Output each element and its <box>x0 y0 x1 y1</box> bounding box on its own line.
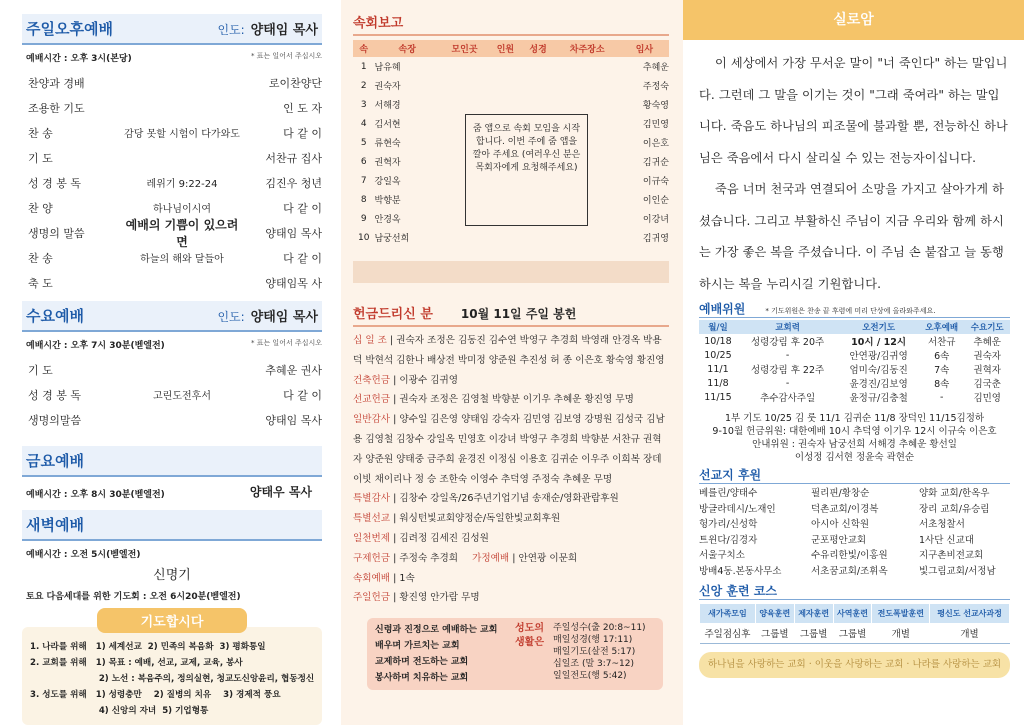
attendance-cell: 남유혜 <box>374 63 401 73</box>
offering-line <box>353 489 669 509</box>
duty-cell: 7속 <box>934 365 950 376</box>
attendance-cell: 4 <box>360 118 367 129</box>
attendance-cell: 1 <box>360 61 367 72</box>
sermon-paragraph-2: 죽음 너머 천국과 연결되어 소망을 가지고 살아가게 하셨습니다. 그리고 부활하신 주님이 지금 우리와 함께 하시는 가장 좋은 복을 주셨습니다. 이 주님 손 붙잡고 늘 동행하시는 복을 누리시길 기원합니다. <box>699 182 1005 291</box>
attendance-cell <box>522 228 555 247</box>
order-detail: 하나님이시여 <box>153 204 211 215</box>
duty-row <box>699 348 1010 362</box>
attendance-cell: 안경옥 <box>374 215 401 225</box>
duty-cell: 안연광/김귀영 <box>849 351 908 362</box>
offering-label: 구제헌금 <box>353 552 391 564</box>
training-header: 사역훈련 <box>833 603 872 623</box>
prayer-lines <box>30 639 314 719</box>
attendance-cell <box>440 95 489 114</box>
offering-label: 특별감사 <box>353 493 391 505</box>
duty-table <box>699 320 1010 404</box>
attendance-cell: 9 <box>360 213 367 224</box>
mission-item: 1사단 신교대 <box>919 534 974 546</box>
mission-item: 서초꿈교회/조휘옥 <box>811 565 888 577</box>
offering-names: | 양수일 김은영 양태임 강숙자 김민영 김보영 강명원 김성국 김남용 김영철 김창수 강일옥 민영호 이강녀 박영구 추경희 박향분 서찬규 권혁자 양준원 양태중 금주희 윤경진 이정심 이용호 김귀순 이우주 이희복 장데이빗 채이리나 정 승 조한숙 이영수 추덕영 주정숙 추혜운 무명 <box>353 414 665 485</box>
attendance-cell <box>554 228 619 247</box>
attendance-cell: 이규숙 <box>642 177 669 187</box>
duty-row <box>699 390 1010 404</box>
order-person: 양태임 목사 <box>265 413 322 427</box>
duty-cell: 권혁자 <box>973 365 1001 376</box>
attendance-row <box>353 228 669 247</box>
mission-item: 장리 교회/유승림 <box>919 503 990 515</box>
duty-header: 월/일 <box>699 320 737 334</box>
order-person: 김진우 청년 <box>265 176 322 190</box>
order-item: 기 도 <box>28 151 53 165</box>
training-table <box>699 603 1010 644</box>
duty-note: * 기도위원은 찬송 끝 후렴에 미리 단상에 올라와주세요. <box>765 307 936 315</box>
attendance-cell: 강일옥 <box>374 177 401 187</box>
sunday-pm-meta: 예배시간 : 오후 3시(본당) * 표는 일어서 주십시오 <box>26 52 322 64</box>
duty-title: 예배위원 <box>699 302 746 316</box>
attendance-row <box>353 95 669 114</box>
order-person: 서찬규 집사 <box>265 151 322 165</box>
order-row <box>22 70 322 95</box>
mission-item: 덕촌교회/이경복 <box>811 503 879 515</box>
training-header: 양육훈련 <box>755 603 794 623</box>
offering-list <box>353 331 669 608</box>
attendance-cell <box>554 76 619 95</box>
order-item: 성 경 봉 독 <box>28 176 81 190</box>
motto-item: 봉사하며 치유하는 교회 <box>375 673 469 684</box>
duty-cell: 김민영 <box>973 393 1001 404</box>
offering-header <box>353 303 669 327</box>
offering-label: 십 일 조 <box>353 335 387 346</box>
dawn-leader: 신명기 <box>153 568 191 583</box>
mission-item: 서초청찰서 <box>919 519 965 531</box>
attendance-cell: 5 <box>360 137 367 148</box>
attendance-cell: 김귀순 <box>642 158 669 168</box>
training-cell: 그룹별 <box>794 623 833 643</box>
prayer-box <box>22 627 322 725</box>
attendance-cell: 6 <box>360 156 367 167</box>
attendance-cell: 이은호 <box>642 139 669 149</box>
sunday-pm-leader: 인도: 양태임 목사 <box>217 23 318 38</box>
order-item: 찬 송 <box>28 251 53 265</box>
duty-cell: 성령강림 후 20주 <box>751 337 825 348</box>
course-item: 매일성경(행 17:11) <box>553 635 633 646</box>
order-row <box>22 382 322 407</box>
sunday-pm-header <box>22 14 322 45</box>
offering-label: 속회예배 <box>353 572 391 584</box>
duty-cell: - <box>785 349 790 361</box>
mission-item: 지구촌비전교회 <box>919 550 984 562</box>
attendance-header: 속 <box>353 40 375 57</box>
attendance-cell <box>489 76 522 95</box>
mission-item: 방글라데시/노재인 <box>699 503 776 515</box>
prayer-line: 1. 나라를 위해 1) 세계선교 2) 민족의 복음화 3) 평화통일 <box>30 642 266 652</box>
attendance-cell: 류현숙 <box>374 139 401 149</box>
offering-line <box>353 549 669 569</box>
order-person: 다 같 이 <box>283 251 322 265</box>
duty-header: 수요기도 <box>964 320 1010 334</box>
order-person: 다 같 이 <box>283 388 322 402</box>
course-item: 주일성수(출 20:8~11) <box>553 623 646 634</box>
attendance-header: 속장 <box>375 40 440 57</box>
duty-cell: 10/18 <box>704 335 732 347</box>
course-item: 일일전도(행 5:42) <box>553 671 627 682</box>
duty-row <box>699 376 1010 390</box>
order-row <box>22 217 322 249</box>
order-item: 축 도 <box>28 276 53 290</box>
duty-cell: 11/1 <box>707 363 729 375</box>
order-row <box>22 407 322 432</box>
attendance-cell: 김서현 <box>374 120 401 130</box>
offering-names: | 이광수 김귀영 <box>390 374 459 386</box>
duty-cell: 윤경진/김보영 <box>849 379 908 390</box>
dawn-meta: 예배시간 : 오전 5시(벧엘전) <box>26 550 141 560</box>
training-header: 평신도 선교사과정 <box>930 603 1010 623</box>
church-motto-footer: 하나님을 사랑하는 교회 · 이웃을 사랑하는 교회 · 나라를 사랑하는 교회 <box>699 652 1010 678</box>
course-label: 성도의 생활은 <box>515 623 544 649</box>
offering-label: 일반감사 <box>353 414 391 426</box>
duty-cell: 8속 <box>934 379 950 390</box>
duty-row <box>699 362 1010 376</box>
order-row <box>22 357 322 382</box>
attendance-cell: 이강녀 <box>642 215 669 225</box>
prayer-title: 기도합시다 <box>97 608 247 633</box>
offering-label: 특별선교 <box>353 513 391 525</box>
attendance-cell <box>522 76 555 95</box>
attendance-cell <box>489 57 522 76</box>
mission-item: 수유리한빛/이홍원 <box>811 550 888 562</box>
attendance-cell: 박향분 <box>374 196 401 206</box>
course-item: 십일조 (말 3:7~12) <box>553 659 634 670</box>
offering-line <box>353 371 669 391</box>
order-item: 찬 양 <box>28 201 53 215</box>
order-row <box>22 145 322 170</box>
attendance-cell: 황숙영 <box>642 101 669 111</box>
prayer-line: 2. 교회를 위해 1) 목표 : 예배, 선교, 교제, 교육, 봉사 <box>30 658 243 668</box>
duty-cell: 윤정규/김충철 <box>849 393 908 404</box>
training-cell: 개별 <box>872 623 930 643</box>
offering-title: 헌금드리신 분 <box>353 307 433 322</box>
attendance-header: 성경 <box>522 40 555 57</box>
order-row <box>22 120 322 145</box>
duty-cell: 권숙자 <box>973 351 1001 362</box>
offering-names: | 황진영 안가람 무명 <box>390 592 480 604</box>
course-list <box>553 622 655 686</box>
attendance-cell: 권혁자 <box>374 158 401 168</box>
mission-item: 양화 교회/한옥우 <box>919 488 990 499</box>
friday-meta: 예배시간 : 오후 8시 30분(벧엘전) 양태우 목사 <box>26 485 312 500</box>
home-names: | 안연광 이문희 <box>509 552 578 564</box>
motto-box <box>367 618 663 690</box>
offering-date: 10월 11일 주일 봉헌 <box>460 307 577 321</box>
attendance-cell <box>554 95 619 114</box>
training-cell: 개별 <box>930 623 1010 643</box>
attendance-cell: 주정숙 <box>642 82 669 92</box>
home-label: 가정예배 <box>472 552 510 564</box>
attendance-cell: 2 <box>360 80 367 91</box>
friday-leader: 양태우 목사 <box>249 485 312 499</box>
attendance-cell <box>440 57 489 76</box>
mission-item: 서울구치소 <box>699 550 745 562</box>
order-row <box>22 170 322 195</box>
sermon-body <box>699 48 1010 300</box>
offering-line <box>353 410 669 489</box>
offering-label: 주일헌금 <box>353 592 391 604</box>
mission-item: 트윈다/김경자 <box>699 534 758 546</box>
order-person: 다 같 이 <box>283 126 322 140</box>
wednesday-leader: 인도: 양태임 목사 <box>217 310 318 325</box>
prayer-line: 2) 노선 : 복음주의, 정의실현, 청교도신앙윤리, 협동정신 <box>30 674 315 684</box>
mission-item: 방배4동.본동사무소 <box>699 565 782 577</box>
duty-cell: 10/25 <box>704 349 732 361</box>
duty-cell: 추혜운 <box>973 337 1001 348</box>
order-item: 찬양과 경배 <box>28 76 85 90</box>
attendance-cell: 김민영 <box>642 120 669 130</box>
order-person: 추혜운 권사 <box>265 363 322 377</box>
prayer-line: 4) 신앙의 자녀 5) 기업형통 <box>30 706 209 716</box>
order-person: 로이찬양단 <box>268 76 322 90</box>
order-item: 조용한 기도 <box>28 101 85 115</box>
training-cell: 주일점심후 <box>700 623 756 643</box>
saturday-prayer: 토요 다음세대를 위한 기도회 : 오전 6시20분(벧엘전) <box>26 592 241 602</box>
attendance-cell <box>522 95 555 114</box>
duty-cell: 김국춘 <box>973 379 1001 390</box>
attendance-row <box>353 57 669 76</box>
offering-names: | 주정숙 추경희 <box>390 552 459 564</box>
duty-cell: 성령강림 후 22주 <box>751 365 825 376</box>
prayer-line: 3. 성도를 위해 1) 성령충만 2) 질병의 치유 3) 경제적 풍요 <box>30 690 281 700</box>
mission-item: 베를린/양태수 <box>699 488 758 499</box>
order-detail: 감당 못할 시험이 다가와도 <box>124 129 240 140</box>
order-person: 인 도 자 <box>283 101 322 115</box>
duty-header: 교회력 <box>737 320 838 334</box>
duty-cell: 추수감사주일 <box>760 393 816 404</box>
attendance-cell: 10 <box>358 232 370 243</box>
zoom-notice: 줌 앱으로 속회 모임을 시작합니다. 이번 주에 줌 앱을 깔아 주세요 (여러우신 분은 목회자에게 요청해주세요) <box>465 114 588 226</box>
attendance-header: 모인곳 <box>440 40 489 57</box>
attendance-cell: 김귀영 <box>642 234 669 244</box>
order-detail: 고린도전후서 <box>153 391 211 402</box>
mission-item: 군포평안교회 <box>811 534 867 546</box>
training-title: 신앙 훈련 코스 <box>699 582 1010 600</box>
offering-names: | 권숙자 조정은 김동진 김수연 박영구 추경희 박영래 안경옥 박용덕 박현석 김한나 배상전 박미정 양준원 추진성 허 종 이은호 황숙영 황진영 <box>353 335 665 366</box>
duty-cell: - <box>939 391 944 403</box>
sermon-title: 실로암 <box>683 0 1024 40</box>
duty-cell: 10시 / 12시 <box>851 337 907 348</box>
attendance-cell <box>440 76 489 95</box>
mission-item: 아시아 신학원 <box>811 519 870 531</box>
course-item: 매일기도(살전 5:17) <box>553 647 636 658</box>
attendance-header: 인원 <box>489 40 522 57</box>
order-person: 양태임 목사 <box>265 226 322 240</box>
training-cell: 그룹별 <box>833 623 872 643</box>
duty-cell: 6속 <box>934 351 950 362</box>
motto-item: 신령과 진정으로 예배하는 교회 <box>375 625 498 636</box>
order-detail: 예배의 기쁨이 있으려면 <box>125 217 239 249</box>
training-header: 제자훈련 <box>794 603 833 623</box>
attendance-cell: 서해경 <box>374 101 401 111</box>
attendance-spacer <box>353 261 669 283</box>
attendance-title: 속회보고 <box>353 12 669 36</box>
offering-label: 일천번제 <box>353 532 391 544</box>
missions-title: 선교지 후원 <box>699 466 1010 484</box>
training-header: 전도폭발훈련 <box>872 603 930 623</box>
offering-names: | 1속 <box>390 572 415 584</box>
offering-names: | 워싱턴빛교회양정순/독일한빛교회후원 <box>390 513 561 525</box>
duty-cell: - <box>785 377 790 389</box>
order-item: 기 도 <box>28 363 53 377</box>
attendance-cell: 남궁선희 <box>374 234 410 244</box>
attendance-cell <box>489 95 522 114</box>
wednesday-meta: 예배시간 : 오후 7시 30분(벧엘전) * 표는 일어서 주십시오 <box>26 339 322 351</box>
dawn-title: 새벽예배 <box>26 516 84 534</box>
offering-names: | 김려정 김세진 김성원 <box>390 532 489 544</box>
friday-header <box>22 446 322 477</box>
wednesday-title: 수요예배 <box>26 307 84 325</box>
sermon-column <box>683 0 1024 725</box>
training-cell: 그룹별 <box>755 623 794 643</box>
reports-column <box>341 0 683 725</box>
attendance-cell <box>440 228 489 247</box>
attendance-header: 임사 <box>620 40 669 57</box>
wednesday-order <box>22 357 322 432</box>
order-detail: 레위기 9:22-24 <box>146 179 218 190</box>
attendance-cell: 이인순 <box>642 196 669 206</box>
sermon-paragraph-1: 이 세상에서 가장 무서운 말이 "너 죽인다" 하는 말입니다. 그런데 그 말을 이기는 것이 "그래 죽여라" 하는 말입니다. 죽음도 하나님의 피조물에 불과할 뿐, 전능하신 하나님은 죽음에서 다시 살리실 수 있는 전능자이십니다. <box>699 56 1008 165</box>
offering-line <box>353 331 669 371</box>
worship-order-column <box>0 0 340 725</box>
attendance-cell: 7 <box>360 175 367 186</box>
attendance-cell <box>489 228 522 247</box>
attendance-cell <box>522 57 555 76</box>
attendance-cell <box>554 57 619 76</box>
motto-item: 교제하며 전도하는 교회 <box>375 657 469 668</box>
order-person: 양태임목 사 <box>265 276 322 290</box>
offering-label: 선교헌금 <box>353 394 391 406</box>
order-item: 생명의말씀 <box>28 413 82 427</box>
offering-names: | 권숙자 조정은 김영철 박향분 이기우 추혜운 황진영 무명 <box>390 394 634 406</box>
attendance-cell: 8 <box>360 194 367 205</box>
duty-header: 오후예배 <box>919 320 965 334</box>
wednesday-header <box>22 301 322 332</box>
order-row <box>22 270 322 295</box>
order-item: 생명의 말씀 <box>28 226 85 240</box>
motto-list <box>375 622 515 686</box>
mission-item: 필리핀/황창순 <box>811 488 870 499</box>
offering-names: | 김창수 강일옥/26주년기업기념 송재순/영화관람후원 <box>390 493 619 505</box>
mission-item: 빛그림교회/서정남 <box>919 565 996 577</box>
duty-cell: 서찬규 <box>927 337 956 348</box>
offering-label: 건축헌금 <box>353 374 391 386</box>
duty-header <box>699 300 1010 318</box>
dawn-header <box>22 510 322 541</box>
motto-item: 배우며 가르치는 교회 <box>375 641 460 652</box>
sunday-pm-title: 주일오후예배 <box>26 20 113 38</box>
offering-line <box>353 390 669 410</box>
attendance-cell: 3 <box>360 99 367 110</box>
order-item: 찬 송 <box>28 126 53 140</box>
duty-header: 오전기도 <box>838 320 919 334</box>
offering-line <box>353 569 669 589</box>
duty-cell: 엄미숙/김동진 <box>849 365 908 376</box>
friday-title: 금요예배 <box>26 452 84 470</box>
duty-row <box>699 334 1010 348</box>
attendance-header: 차주장소 <box>554 40 619 57</box>
offering-line <box>353 588 669 608</box>
duty-extra: 1부 기도 10/25 김 룻 11/1 김귀순 11/8 장덕인 11/15김정하 9-10월 헌금위원: 대한예배 10시 추덕영 이기우 12시 이규숙 이은호 안내위원 : 권숙자 남궁선희 서해경 추혜운 황선일 이성정 김서현 정윤숙 곽현순 <box>712 413 997 463</box>
duty-cell: 11/15 <box>704 391 732 403</box>
missions-grid <box>699 486 1010 580</box>
attendance-cell: 권숙자 <box>374 82 401 92</box>
offering-line <box>353 509 669 529</box>
offering-line <box>353 529 669 549</box>
sunday-pm-order <box>22 70 322 295</box>
attendance-row <box>353 76 669 95</box>
order-detail: 하늘의 해와 달들아 <box>140 254 224 265</box>
duty-cell: 11/8 <box>707 377 729 389</box>
training-header: 새가족모임 <box>700 603 756 623</box>
attendance-cell: 추혜운 <box>642 63 669 73</box>
order-item: 성 경 봉 독 <box>28 388 81 402</box>
order-row <box>22 95 322 120</box>
mission-item: 헝가리/신성학 <box>699 519 758 531</box>
order-person: 다 같 이 <box>283 201 322 215</box>
